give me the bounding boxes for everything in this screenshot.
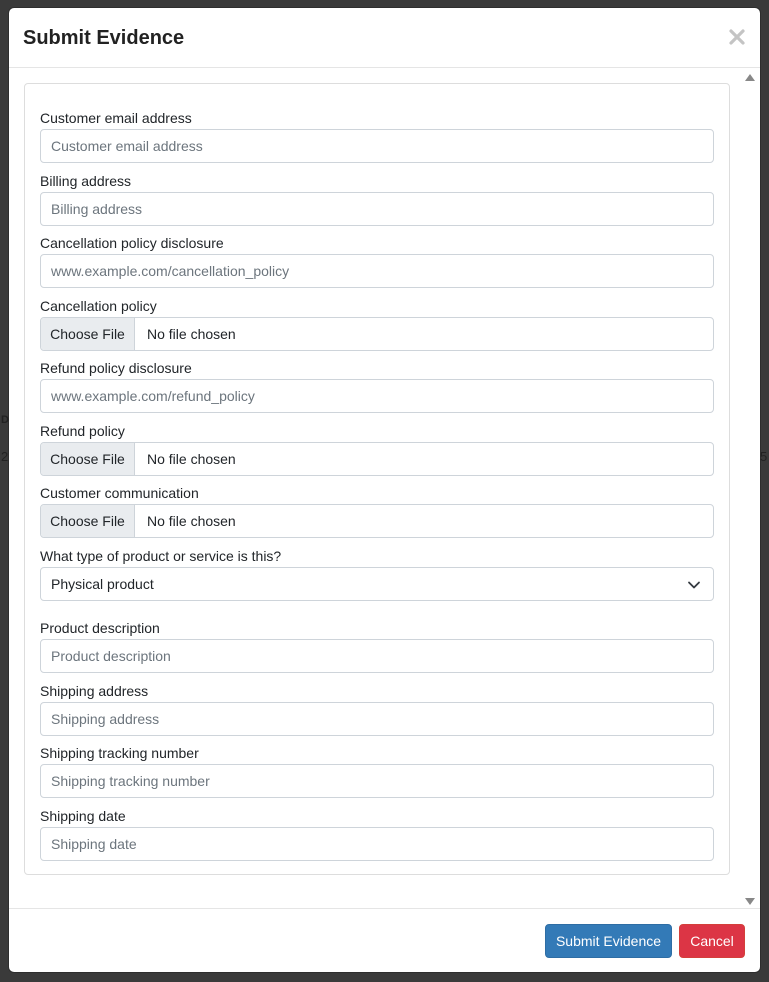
product-description-label: Product description bbox=[40, 620, 160, 636]
modal-body[interactable] bbox=[9, 69, 760, 908]
background-text-left-top: D bbox=[1, 414, 9, 426]
customer-communication-label: Customer communication bbox=[40, 485, 199, 501]
shipping-date-input[interactable]: Shipping date bbox=[40, 827, 714, 861]
shipping-address-label: Shipping address bbox=[40, 683, 149, 699]
cancel-button[interactable]: Cancel bbox=[679, 924, 745, 958]
product-type-label: What type of product or service is this? bbox=[40, 548, 282, 564]
customer-communication-choose-file-button[interactable]: Choose File bbox=[41, 505, 135, 537]
shipping-date-label: Shipping date bbox=[40, 808, 126, 824]
modal-header bbox=[9, 8, 760, 68]
chevron-down-icon bbox=[687, 578, 701, 592]
scroll-down-arrow-icon[interactable] bbox=[745, 898, 755, 905]
shipping-tracking-number-input[interactable]: Shipping tracking number bbox=[40, 764, 714, 798]
product-type-select[interactable] bbox=[40, 567, 714, 601]
cancellation-policy-choose-file-button[interactable]: Choose File bbox=[41, 318, 135, 350]
product-type-selected-value: Physical product bbox=[51, 576, 154, 592]
shipping-address-input[interactable]: Shipping address bbox=[40, 702, 714, 736]
customer-communication-group bbox=[40, 485, 714, 529]
background-text-left-bottom: 2 bbox=[1, 449, 9, 464]
close-button[interactable] bbox=[728, 28, 746, 46]
billing-address-input[interactable]: Billing address bbox=[40, 192, 714, 226]
modal-title: Submit Evidence bbox=[23, 27, 185, 49]
shipping-date-group bbox=[40, 808, 714, 852]
cancellation-policy-file-input[interactable] bbox=[40, 317, 714, 351]
refund-policy-choose-file-button[interactable]: Choose File bbox=[41, 443, 135, 475]
product-description-input[interactable]: Product description bbox=[40, 639, 714, 673]
shipping-tracking-number-label: Shipping tracking number bbox=[40, 745, 199, 761]
cancellation-policy-file-status: No file chosen bbox=[147, 326, 236, 342]
shipping-tracking-number-group bbox=[40, 745, 714, 789]
scroll-up-arrow-icon[interactable] bbox=[745, 74, 755, 81]
cancellation-policy-disclosure-input[interactable]: www.example.com/cancellation_policy bbox=[40, 254, 714, 288]
close-icon bbox=[728, 28, 746, 46]
customer-communication-file-input[interactable] bbox=[40, 504, 714, 538]
cancellation-policy-disclosure-group bbox=[40, 235, 714, 279]
evidence-form-panel bbox=[24, 83, 730, 875]
modal-footer bbox=[9, 908, 760, 972]
submit-evidence-modal bbox=[9, 8, 760, 972]
refund-policy-disclosure-label: Refund policy disclosure bbox=[40, 360, 192, 376]
billing-address-label: Billing address bbox=[40, 173, 132, 189]
shipping-address-group bbox=[40, 683, 714, 727]
refund-policy-disclosure-input[interactable]: www.example.com/refund_policy bbox=[40, 379, 714, 413]
background-text-right: 5 bbox=[760, 449, 768, 464]
product-type-group bbox=[40, 548, 714, 592]
product-description-group bbox=[40, 620, 714, 664]
customer-communication-file-status: No file chosen bbox=[147, 513, 236, 529]
refund-policy-label: Refund policy bbox=[40, 423, 125, 439]
refund-policy-file-input[interactable] bbox=[40, 442, 714, 476]
customer-email-input[interactable]: Customer email address bbox=[40, 129, 714, 163]
submit-evidence-button[interactable]: Submit Evidence bbox=[545, 924, 672, 958]
cancellation-policy-disclosure-label: Cancellation policy disclosure bbox=[40, 235, 224, 251]
refund-policy-disclosure-group bbox=[40, 360, 714, 404]
cancellation-policy-group bbox=[40, 298, 714, 342]
customer-email-group bbox=[40, 110, 714, 154]
cancellation-policy-label: Cancellation policy bbox=[40, 298, 157, 314]
billing-address-group bbox=[40, 173, 714, 217]
refund-policy-file-status: No file chosen bbox=[147, 451, 236, 467]
refund-policy-group bbox=[40, 423, 714, 467]
customer-email-label: Customer email address bbox=[40, 110, 192, 126]
